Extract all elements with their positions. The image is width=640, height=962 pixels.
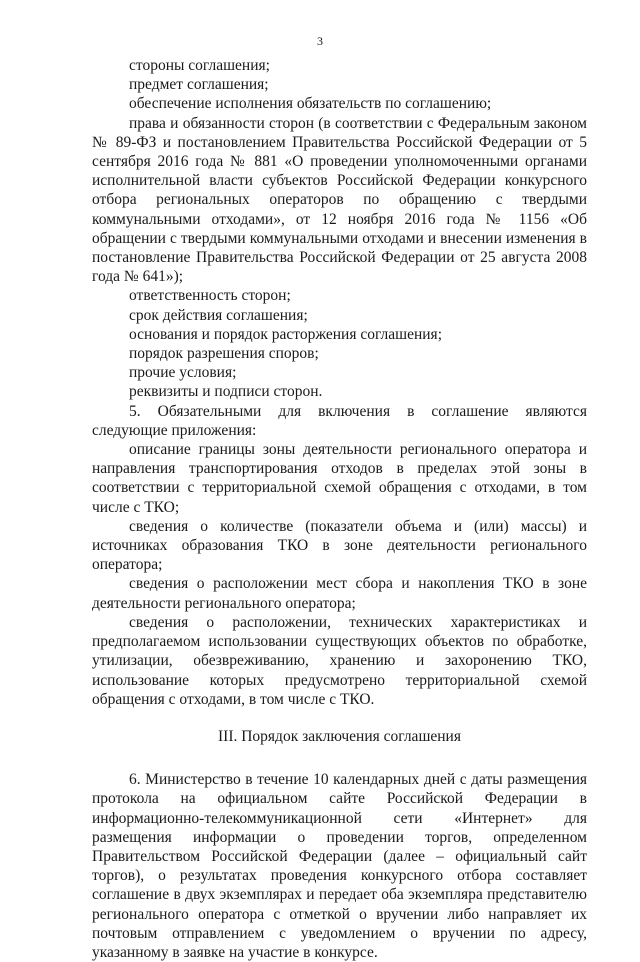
list-item: реквизиты и подписи сторон. (129, 383, 323, 401)
list-item: прочие условия; (129, 364, 237, 382)
appendix-item: сведения о расположении, технических характеристиках и предполагаемом использовании существующих объектов по обработке, утилизации, обезвреживанию, хранению и захоронению ТКО, использование которых предусмотрено территориальной схемой обращения с отходами, в том числе с ТКО. (92, 613, 587, 708)
appendix-item: описание границы зоны деятельности регионального оператора и направления транспортирования отходов в пределах этой зоны в соответствии с территориальной схемой обращения с отходами, в том числе с ТКО; (92, 441, 587, 516)
list-item: ответственность сторон; (129, 287, 291, 305)
list-item: порядок разрешения споров; (129, 345, 319, 363)
list-item: предмет соглашения; (129, 76, 269, 94)
list-item: основания и порядок расторжения соглашения; (129, 325, 442, 343)
appendix-item: сведения о расположении мест сбора и накопления ТКО в зоне деятельности регионального оператора; (92, 575, 587, 612)
document-body (92, 56, 587, 962)
page-number: 3 (317, 34, 323, 48)
clause-6: 6. Министерство в течение 10 календарных дней с даты размещения протокола на официальном сайте Российской Федерации в информационно-телекоммуникационной сети «Интернет» для размещения информации о проведении торгов, определенном Правительством Российской Федерации (далее – официальный сайт торгов), о результатах проведения конкурсного отбора составляет соглашение в двух экземплярах и передает оба экземпляра представителю регионального оператора с отметкой о вручении либо направляет их почтовым отправлением с уведомлением о вручении по адресу, указанному в заявке на участие в конкурсе. (92, 771, 587, 961)
list-item: обеспечение исполнения обязательств по соглашению; (129, 95, 492, 113)
list-item: срок действия соглашения; (129, 306, 308, 324)
rights-paragraph: права и обязанности сторон (в соответствии с Федеральным законом № 89-ФЗ и постановлением Правительства Российской Федерации от 5 сентября 2016 года № 881 «О проведении уполномоченными органами исполнительной власти субъектов Российской Федерации конкурсного отбора региональных операторов по обращению с твердыми коммунальными отходами», от 12 ноября 2016 года № 1156 «Об обращении с твердыми коммунальными отходами и внесении изменения в постановление Правительства Российской Федерации от 25 августа 2008 года № 641»); (92, 114, 587, 286)
section-heading: III. Порядок заключения соглашения (218, 727, 461, 745)
list-item: стороны соглашения; (129, 57, 270, 74)
appendix-item: сведения о количестве (показатели объема и (или) массы) и источниках образования ТКО в зоне деятельности регионального оператора; (92, 517, 587, 574)
clause-5: 5. Обязательными для включения в соглашение являются следующие приложения: (92, 402, 587, 439)
